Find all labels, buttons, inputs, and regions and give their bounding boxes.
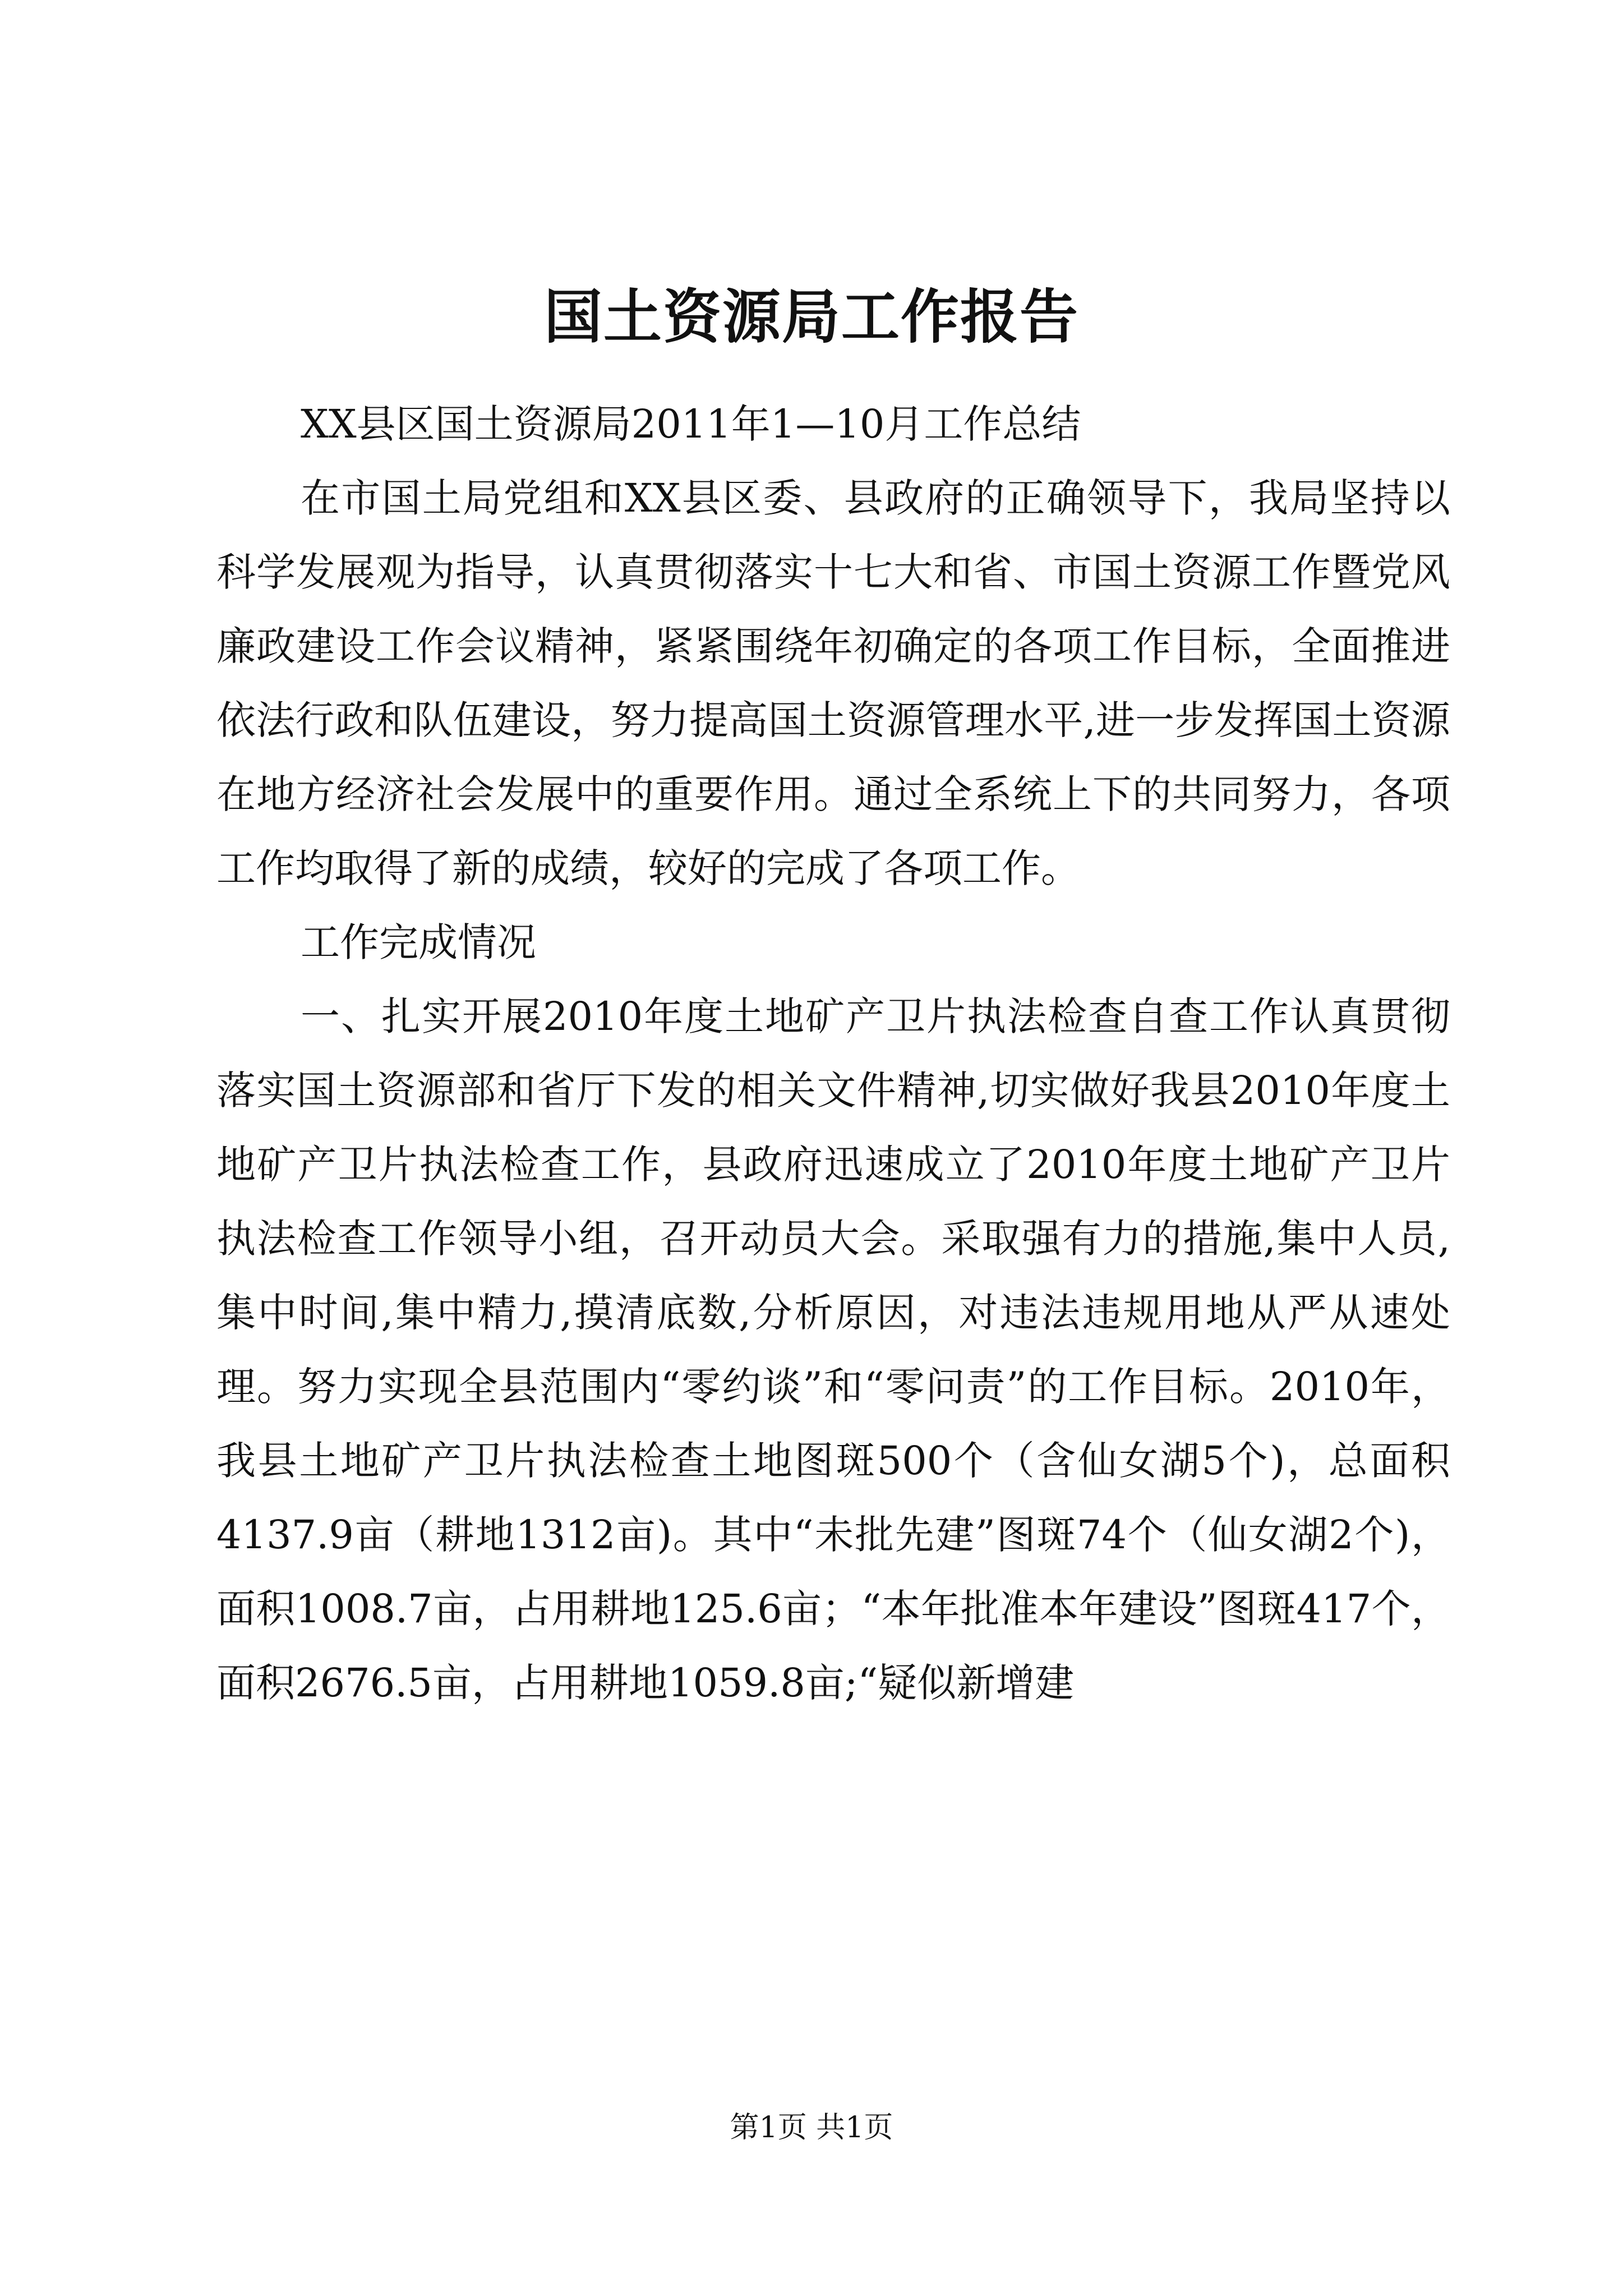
- document-title: 国土资源局工作报告: [543, 282, 1079, 351]
- page-number-footer: 第1页 共1页: [730, 2111, 893, 2145]
- document-body: [216, 387, 1450, 1720]
- section-heading: 工作完成情况: [301, 919, 536, 965]
- section-one-paragraph: 一、扎实开展2010年度土地矿产卫片执法检查自查工作认真贯彻落实国土资源部和省厅下发的相关文件精神,切实做好我县2010年度土地矿产卫片执法检查工作，县政府迅速成立了2010年度土地矿产卫片执法检查工作领导小组，召开动员大会。采取强有力的措施,集中人员,集中时间,集中精力,摸清底数,分析原因，对违法违规用地从严从速处理。努力实现全县范围内“零约谈”和“零问责”的工作目标。2010年，我县土地矿产卫片执法检查土地图斑500个（含仙女湖5个)，总面积4137.9亩（耕地1312亩)。其中“未批先建”图斑74个（仙女湖2个)，面积1008.7亩，占用耕地125.6亩；“本年批准本年建设”图斑417个，面积2676.5亩，占用耕地1059.8亩;“疑似新增建: [216, 993, 1451, 1706]
- intro-paragraph: 在市国土局党组和XX县区委、县政府的正确领导下，我局坚持以科学发展观为指导，认真贯彻落实十七大和省、市国土资源工作暨党风廉政建设工作会议精神，紧紧围绕年初确定的各项工作目标，全面推进依法行政和队伍建设，努力提高国土资源管理水平,进一步发挥国土资源在地方经济社会发展中的重要作用。通过全系统上下的共同努力，各项工作均取得了新的成绩，较好的完成了各项工作。: [216, 475, 1450, 891]
- subtitle-paragraph: XX县区国土资源局2011年1—10月工作总结: [301, 401, 1081, 447]
